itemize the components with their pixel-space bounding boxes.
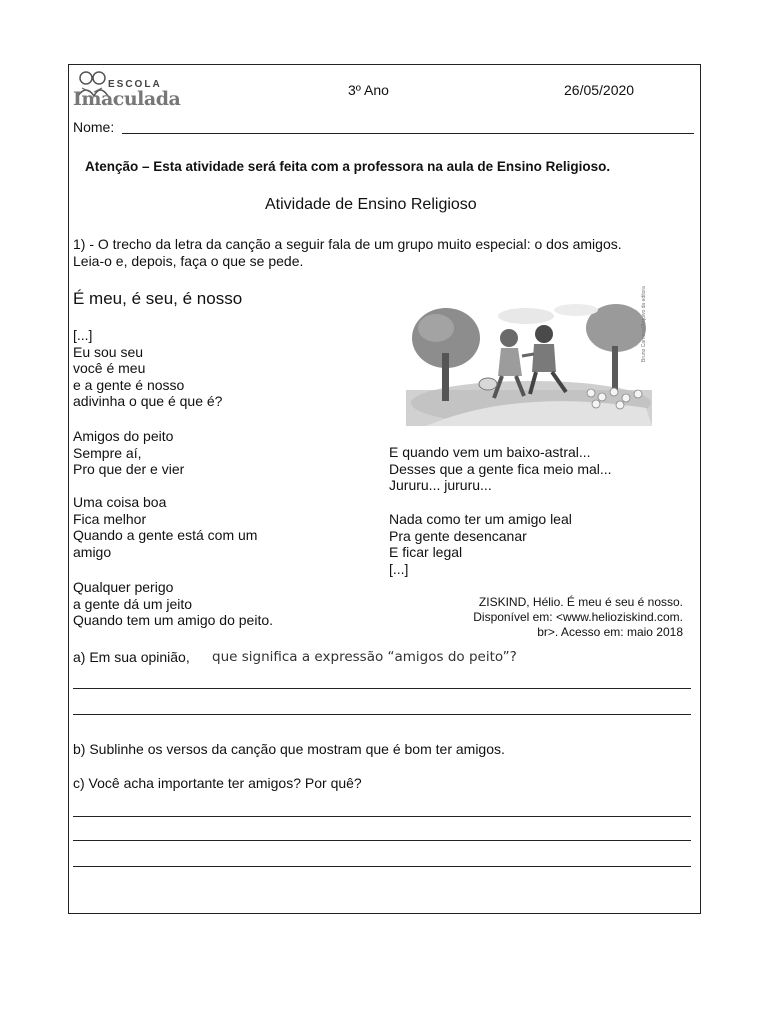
lyric-line: amigo: [73, 543, 112, 560]
song-title: É meu, é seu, é nosso: [73, 289, 243, 308]
date-label: 26/05/2020: [564, 82, 635, 98]
lyrics-stanza-3: [73, 494, 257, 560]
question-a-text: que significa a expressão “amigos do peito”?: [212, 649, 517, 665]
lyrics-stanza-6: [389, 511, 572, 577]
lyric-line: Nada como ter um amigo leal: [389, 511, 572, 527]
lyrics-stanza-4: [73, 579, 273, 629]
lyric-line: Quando a gente está com um: [73, 527, 258, 544]
lyric-line: Jururu... jururu...: [389, 477, 492, 494]
question-b: b) Sublinhe os versos da canção que mostram que é bom ter amigos.: [73, 741, 505, 757]
friends-illustration: [406, 298, 652, 426]
lyric-line: E quando vem um baixo-astral...: [389, 444, 591, 460]
notice-text: Atenção – Esta atividade será feita com a professora na aula de Ensino Religioso.: [85, 159, 611, 174]
answer-line-a-1[interactable]: [73, 688, 691, 689]
question-a-label: a) Em sua opinião,: [73, 649, 190, 665]
lyric-line: Sempre aí,: [73, 444, 142, 461]
lyric-line: Quando tem um amigo do peito.: [73, 612, 274, 629]
lyric-line: [...]: [389, 560, 409, 577]
lyric-line: [...]: [73, 327, 93, 343]
lyric-line: Uma coisa boa: [73, 494, 167, 510]
logo-school-name: Imaculada: [73, 88, 181, 110]
lyric-line: Eu sou seu: [73, 343, 144, 360]
lyric-line: você é meu: [73, 360, 146, 377]
grade-label: 3º Ano: [348, 82, 389, 98]
lyric-line: Fica melhor: [73, 510, 147, 527]
lyrics-stanza-5: [389, 444, 612, 494]
question-1-line-1: 1) - O trecho da letra da canção a seguir fala de um grupo muito especial: o dos amigos.: [73, 236, 622, 252]
citation-line: br>. Acesso em: maio 2018: [537, 625, 683, 639]
answer-line-c-2[interactable]: [73, 840, 691, 841]
page-title: Atividade de Ensino Religioso: [265, 196, 477, 213]
question-1-line-2: Leia-o e, depois, faça o que se pede.: [73, 253, 304, 269]
lyric-line: E ficar legal: [389, 544, 463, 561]
answer-line-a-2[interactable]: [73, 714, 691, 715]
question-c: c) Você acha importante ter amigos? Por quê?: [73, 775, 362, 791]
lyrics-stanza-1: [73, 327, 222, 410]
lyric-line: adivinha o que é que é?: [73, 393, 223, 410]
lyrics-stanza-2: [73, 428, 184, 478]
lyric-line: e a gente é nosso: [73, 376, 185, 393]
lyric-line: Pro que der e vier: [73, 461, 185, 478]
name-label: Nome:: [73, 119, 115, 135]
citation-line: ZISKIND, Hélio. É meu é seu é nosso.: [478, 595, 683, 609]
logo-escola-text: ESCOLA: [108, 79, 162, 90]
song-citation: [440, 595, 683, 640]
citation-line: Disponível em: <www.helioziskind.com.: [473, 610, 683, 624]
lyric-line: Amigos do peito: [73, 428, 174, 444]
lyric-line: Pra gente desencanar: [389, 527, 527, 544]
image-credit: Bruno Carneiro/Arquivo da editora: [641, 286, 647, 362]
lyric-line: Desses que a gente fica meio mal...: [389, 460, 612, 477]
lyric-line: a gente dá um jeito: [73, 595, 193, 612]
answer-line-c-3[interactable]: [73, 866, 691, 867]
answer-line-c-1[interactable]: [73, 816, 691, 817]
lyric-line: Qualquer perigo: [73, 579, 174, 595]
name-answer-line[interactable]: [122, 133, 694, 134]
